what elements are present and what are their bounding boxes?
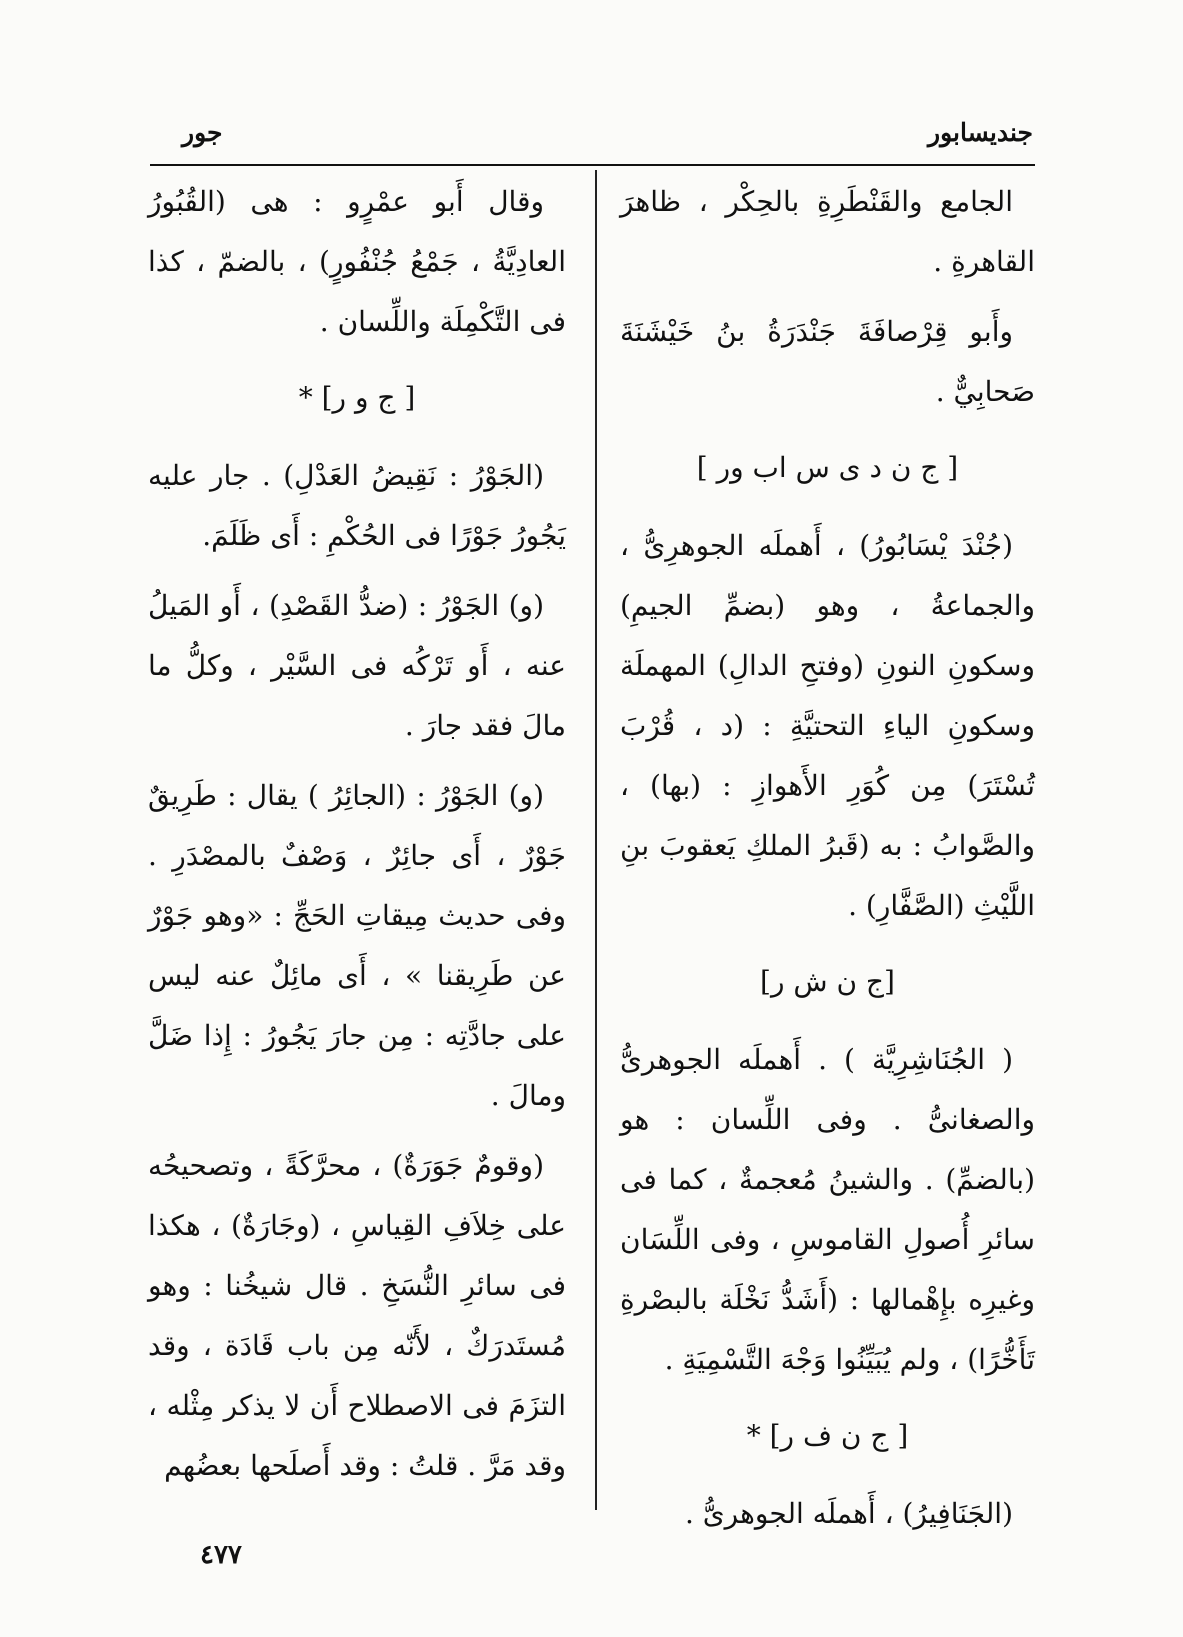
entry-heading: [ ج ن د ى س اب ور ]: [696, 451, 959, 484]
column-divider: [595, 170, 597, 1510]
paragraph: وأَبو قِرْصافَةَ جَنْدَرَةُ بنُ خَيْشَنَةَ صَحابِيٌّ .: [620, 315, 1035, 408]
paragraph: (و) الجَوْرُ : (الجائِرُ ) يقال : طَرِيقٌ جَوْرٌ ، أَى جائِرٌ ، وَصْفٌ بالمصْدَرِ . وفى حديث مِيقاتِ الحَجِّ : «وهو جَوْرٌ عن طَرِيقنا » ، أَى مائِلٌ عنه ليس على جادَّتِه : مِن جارَ يَجُورُ : إِذا ضَلَّ ومالَ .: [148, 779, 566, 1112]
header-rule: [150, 164, 1035, 166]
running-head-right: جنديسابور: [928, 118, 1033, 147]
page-header: [0, 110, 1183, 150]
paragraph: (و) الجَوْرُ : (ضدُّ القَصْدِ) ، أَو المَيلُ عنه ، أَو تَرْكُه فى السَّيْر ، وكلُّ ما مالَ فقد جارَ .: [148, 589, 566, 742]
left-column: [148, 172, 566, 1506]
page-number: ٤٧٧: [200, 1540, 242, 1570]
right-column: [620, 172, 1035, 1554]
entry-heading: [ ج ن ف ر] *: [746, 1419, 909, 1452]
paragraph: (جُنْدَ يْسَابُورُ) ، أَهملَه الجوهرِىُّ ، والجماعةُ ، وهو (بضمِّ الجيمِ) وسكونِ النونِ (وفتحِ الدالِ) المهملَة وسكونِ الياءِ التحتيَّةِ : (د ، قُرْبَ تُسْتَرَ) مِن كُوَرِ الأَهوازِ : (بها) ، والصَّوابُ : به (قَبرُ الملكِ يَعقوبَ بنِ اللَّيْثِ (الصَّفَّارِ) .: [620, 529, 1035, 922]
entry-heading: [ج ن ش ر]: [760, 965, 895, 998]
paragraph: ( الجُنَاشِرِيَّة ) . أَهملَه الجوهرىُّ والصغانىُّ . وفى اللِّسان : هو (بالضمِّ) . والشينُ مُعجمةٌ ، كما فى سائرِ أُصولِ القاموسِ ، وفى اللِّسَان وغيرِه بإِهْمالها : (أَشَدُّ نَخْلَة بالبصْرةِ تَأَخُّرًا) ، ولم يُبَيِّنُوا وَجْهَ التَّسْمِيَةِ .: [620, 1043, 1035, 1376]
entry-heading: [ ج و ر] *: [298, 381, 416, 414]
paragraph: وقال أَبو عمْرٍو : هى (القُبُورُ العادِيَّةُ ، جَمْعُ جُنْفُورٍ) ، بالضمّ ، كذا فى التَّكْمِلَة واللِّسان .: [148, 185, 566, 338]
running-head-left: جور: [182, 118, 223, 147]
paragraph: (الجَوْرُ : نَقِيضُ العَدْلِ) . جار عليه يَجُورُ جَوْرًا فى الحُكْمِ : أَى ظَلَمَ.: [148, 459, 566, 552]
paragraph: (الجَنَافِيرُ) ، أَهملَه الجوهرىُّ .: [684, 1497, 1013, 1530]
paragraph: (وقومٌ جَوَرَةٌ) ، محرَّكَةً ، وتصحيحُه على خِلاَفِ القِياسِ ، (وجَارَةٌ) ، هكذا فى سائرِ النُّسَخِ . قال شيخُنا : وهو مُستَدرَكٌ ، لأَنّه مِن باب قَادَة ، وقد التزَمَ فى الاصطلاح أَن لا يذكر مِثْله ، وقد مَرَّ . قلتُ : وقد أَصلَحها بعضُهم: [148, 1149, 566, 1482]
paragraph: الجامع والقَنْطَرِةِ بالحِكْر ، ظاهرَ القاهرةِ .: [620, 185, 1035, 278]
